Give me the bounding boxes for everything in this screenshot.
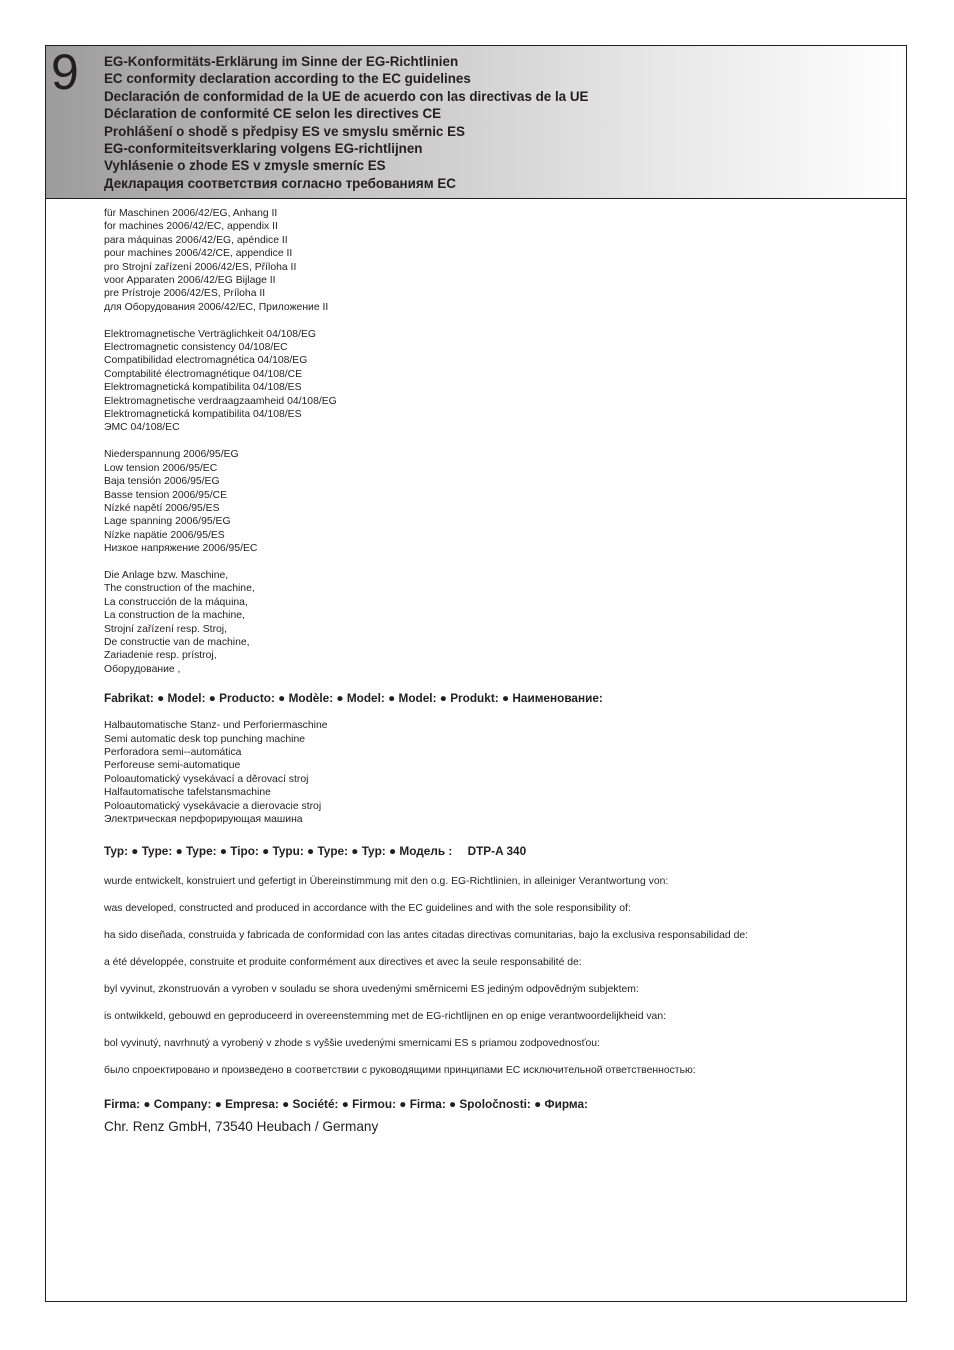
machines-directive-line: para máquinas 2006/42/EG, apéndice II <box>104 234 288 246</box>
low-voltage-line: Niederspannung 2006/95/EG <box>104 449 239 461</box>
product-name-line: Semi automatic desk top punching machine <box>104 733 305 745</box>
company-address: Chr. Renz GmbH, 73540 Heubach / Germany <box>104 1119 379 1135</box>
construction-block <box>104 569 894 676</box>
title-de: EG-Konformitäts-Erklärung im Sinne der EG-Richtlinien <box>104 54 459 69</box>
low-voltage-line: Baja tensión 2006/95/EG <box>104 476 220 488</box>
emc-directive-line: Electromagnetic consistency 04/108/EC <box>104 342 288 354</box>
construction-line: Strojní zařízení resp. Stroj, <box>104 623 228 635</box>
statement-line: ha sido diseñada, construida y fabricada de conformidad con las antes citadas directivas comunitarias, bajo la exclusiva responsabilidad de: <box>104 930 749 942</box>
machines-directive-line: voor Apparaten 2006/42/EG Bijlage II <box>104 275 276 287</box>
low-voltage-line: Низкое напряжение 2006/95/EC <box>104 543 258 555</box>
low-voltage-line: Low tension 2006/95/EC <box>104 462 218 474</box>
title-list <box>104 53 588 192</box>
declaration-body <box>104 207 894 1135</box>
section-header <box>46 46 906 199</box>
product-name-line: Электрическая перфорирующая машина <box>104 814 303 826</box>
construction-line: The construction of the machine, <box>104 583 255 595</box>
statement-line: bol vyvinutý, navrhnutý a vyrobený v zhode s vyššie uvedenými smernicami ES s priamou zodpovednosťou: <box>104 1038 600 1050</box>
emc-directive-line: Elektromagnetická kompatibilita 04/108/ES <box>104 382 302 394</box>
title-cs: Prohlášení o shodě s předpisy ES ve smyslu směrnic ES <box>104 123 465 139</box>
construction-line: La construcción de la máquina, <box>104 596 248 608</box>
machines-directive-line: pour machines 2006/42/CE, appendice II <box>104 248 293 260</box>
emc-directive-line: Elektromagnetická kompatibilita 04/108/ES <box>104 409 302 421</box>
low-voltage-line: Nízké napětí 2006/95/ES <box>104 502 220 514</box>
low-voltage-line: Nízke napätie 2006/95/ES <box>104 529 225 541</box>
construction-line: Die Anlage bzw. Maschine, <box>104 569 229 581</box>
type-row <box>104 844 894 858</box>
statement-line: a été développée, construite et produite conformément aux directives et avec la seule responsabilité de: <box>104 957 582 969</box>
title-fr: Déclaration de conformité CE selon les directives CE <box>104 106 442 122</box>
product-name-line: Halbautomatische Stanz- und Perforiermaschine <box>104 720 328 732</box>
title-sk: Vyhlásenie o zhode ES v zmysle smerníc ES <box>104 158 386 174</box>
title-en: EC conformity declaration according to the EC guidelines <box>104 71 471 87</box>
statement-line: is ontwikkeld, gebouwd en geproduceerd in overeenstemming met de EG-richtlijnen en op enige verantwoordelijkheid van: <box>104 1011 666 1023</box>
statement-line: wurde entwickelt, konstruiert und gefertigt in Übereinstimmung mit den o.g. EG-Richtlinien, in alleiniger Verantwortung von: <box>104 876 669 888</box>
product-names-block <box>104 719 894 826</box>
product-name-line: Poloautomatický vysekávacie a dierovacie stroj <box>104 800 322 812</box>
machines-directive-line: pre Prístroje 2006/42/ES, Príloha II <box>104 288 266 300</box>
machines-directive-block <box>104 207 894 314</box>
construction-line: De constructie van de machine, <box>104 636 250 648</box>
title-nl: EG-conformiteitsverklaring volgens EG-richtlijnen <box>104 141 423 157</box>
company-heading: Firma: ● Company: ● Empresa: ● Société: ● Firmou: ● Firma: ● Spoločnosti: ● Фирма: <box>104 1097 588 1112</box>
construction-line: La construction de la machine, <box>104 610 245 622</box>
chapter-number: 9 <box>51 44 79 100</box>
emc-directive-line: Elektromagnetische Verträglichkeit 04/108/EG <box>104 328 316 340</box>
product-name-line: Halfautomatische tafelstansmachine <box>104 787 271 799</box>
product-name-line: Perforadora semi--automática <box>104 746 242 758</box>
title-es: Declaración de conformidad de la UE de acuerdo con las directivas de la UE <box>104 88 589 104</box>
construction-line: Zariadenie resp. prístroj, <box>104 650 217 662</box>
product-name-line: Perforeuse semi-automatique <box>104 760 241 772</box>
title-ru: Декларация соответствия согласно требованиям ЕС <box>104 175 456 191</box>
product-name-line: Poloautomatický vysekávací a děrovací stroj <box>104 773 309 785</box>
statement-line: было спроектировано и произведено в соответствии с руководящими принципами ЕС исключительной ответственностью: <box>104 1065 696 1077</box>
model-heading: Fabrikat: ● Model: ● Producto: ● Modèle: ● Model: ● Model: ● Produkt: ● Наименование: <box>104 691 603 706</box>
low-voltage-line: Lage spanning 2006/95/EG <box>104 516 231 528</box>
machines-directive-line: for machines 2006/42/EC, appendix II <box>104 221 278 233</box>
machines-directive-line: für Maschinen 2006/42/EG, Anhang II <box>104 208 278 219</box>
machines-directive-line: для Оборудования 2006/42/EC, Приложение II <box>104 301 329 313</box>
emc-directive-block <box>104 328 894 435</box>
statement-line: byl vyvinut, zkonstruován a vyroben v souladu se shora uvedenými směrnicemi ES jediným odpovědným subjektem: <box>104 984 639 996</box>
emc-directive-line: Elektromagnetische verdraagzaamheid 04/108/EG <box>104 395 337 407</box>
statement-line: was developed, constructed and produced in accordance with the EC guidelines and with the sole responsibility of: <box>104 903 631 915</box>
emc-directive-line: Comptabilité électromagnétique 04/108/CE <box>104 368 303 380</box>
type-value: DTP-A 340 <box>467 844 527 859</box>
low-voltage-directive-block <box>104 448 894 555</box>
machines-directive-line: pro Strojní zařízení 2006/42/ES, Příloha II <box>104 261 297 273</box>
construction-line: Оборудование , <box>104 663 181 675</box>
type-heading: Typ: ● Type: ● Type: ● Tipo: ● Typu: ● Type: ● Typ: ● Модель : <box>104 844 453 859</box>
low-voltage-line: Basse tension 2006/95/CE <box>104 489 228 501</box>
emc-directive-line: ЭМС 04/108/EC <box>104 422 180 434</box>
statements-block <box>104 875 894 1077</box>
emc-directive-line: Compatibilidad electromagnética 04/108/EG <box>104 355 308 367</box>
